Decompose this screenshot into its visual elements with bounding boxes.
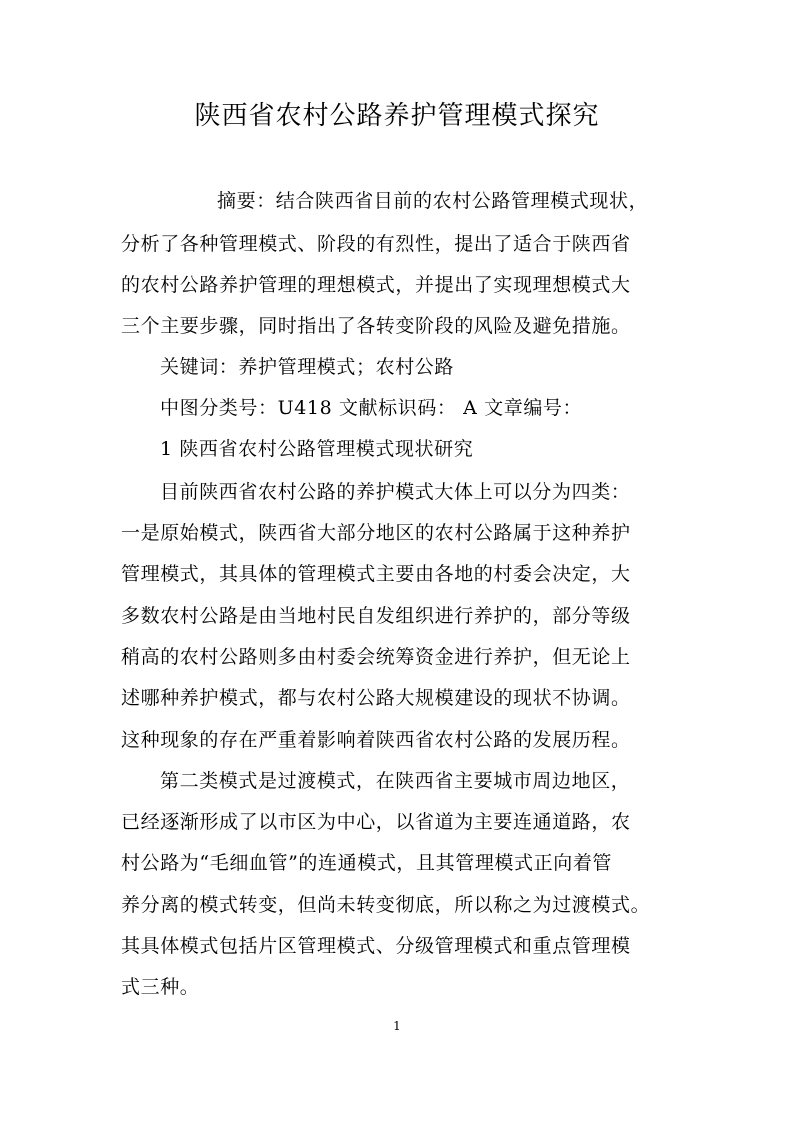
abstract-line-3: 的农村公路养护管理的理想模式，并提出了实现理想模式大: [121, 274, 631, 296]
paragraph-1-line-5: 稍高的农村公路则多由村委会统筹资金进行养护，但无论上: [121, 646, 631, 668]
paragraph-2-line-5: 其具体模式包括片区管理模式、分级管理模式和重点管理模: [121, 935, 631, 957]
paragraph-1-line-3: 管理模式，其具体的管理模式主要由各地的村委会决定，大: [121, 563, 631, 585]
paragraph-2-line-4: 养分离的模式转变，但尚未转变彻底，所以称之为过渡模式。: [121, 894, 651, 916]
keywords-line: 关键词：养护管理模式；农村公路: [160, 356, 455, 378]
paragraph-1-line-7: 这种现象的存在严重着影响着陕西省农村公路的发展历程。: [121, 729, 631, 751]
paragraph-2-line-2: 已经逐渐形成了以市区为中心，以省道为主要连通道路，农: [121, 811, 631, 833]
paragraph-1-line-1: 目前陕西省农村公路的养护模式大体上可以分为四类：: [160, 481, 631, 503]
paragraph-1-line-2: 一是原始模式，陕西省大部分地区的农村公路属于这种养护: [121, 522, 631, 544]
classification-line: 中图分类号：U418 文献标识码： A 文章编号：: [160, 397, 583, 419]
paragraph-1-line-6: 述哪种养护模式，都与农村公路大规模建设的现状不协调。: [121, 687, 631, 709]
section-heading: 1 陕西省农村公路管理模式现状研究: [160, 438, 474, 460]
paragraph-2-line-3: 村公路为“毛细血管”的连通模式，且其管理模式正向着管: [121, 852, 613, 874]
page-number: 1: [393, 1019, 401, 1033]
paragraph-2-line-1: 第二类模式是过渡模式，在陕西省主要城市周边地区，: [160, 770, 631, 792]
abstract-line-1: 摘要：结合陕西省目前的农村公路管理模式现状，: [217, 190, 649, 212]
document-title: 陕西省农村公路养护管理模式探究: [194, 101, 600, 131]
paragraph-2-line-6: 式三种。: [121, 976, 200, 998]
abstract-line-2: 分析了各种管理模式、阶段的有烈性，提出了适合于陕西省: [121, 233, 631, 255]
paragraph-1-line-4: 多数农村公路是由当地村民自发组织进行养护的，部分等级: [121, 605, 631, 627]
abstract-line-4: 三个主要步骤，同时指出了各转变阶段的风险及避免措施。: [121, 315, 631, 337]
